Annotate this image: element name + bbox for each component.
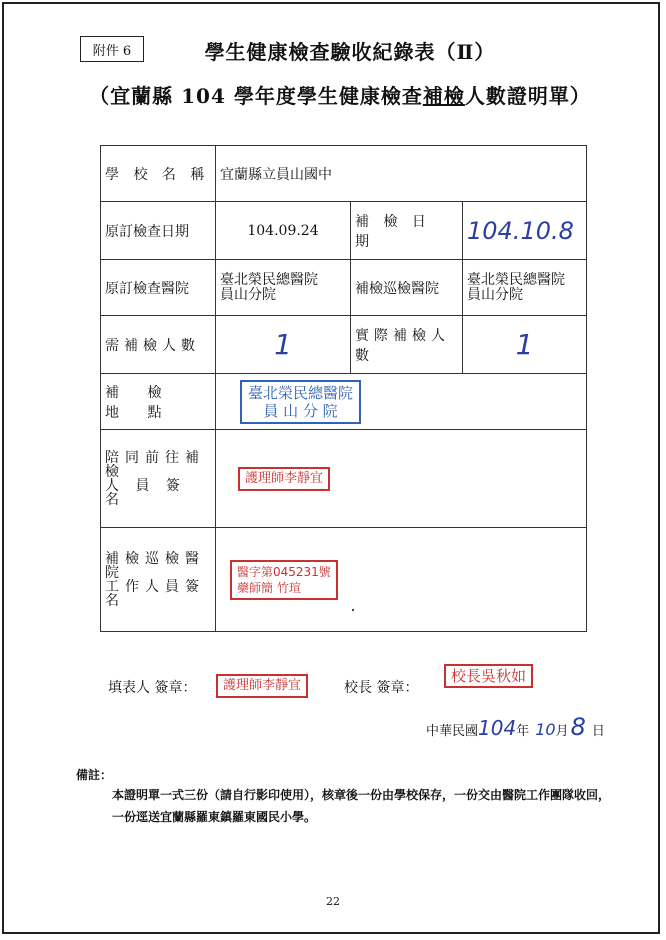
actual-count-label: 實際補檢人數 bbox=[351, 316, 463, 374]
principal-signature-stamp: 校長吳秋如 bbox=[444, 664, 533, 688]
filler-sign-label: 填表人 簽章： bbox=[108, 680, 197, 696]
row-school-name bbox=[101, 146, 587, 202]
row-hospitals bbox=[101, 260, 587, 316]
hospital-staff-label bbox=[101, 528, 216, 632]
hospital-staff-cell bbox=[216, 528, 587, 632]
row-hospital-staff bbox=[101, 528, 587, 632]
page-subtitle bbox=[60, 80, 620, 109]
date-prefix: 中華民國 bbox=[426, 724, 479, 739]
need-count-label: 需補檢人數 bbox=[101, 316, 216, 374]
pharmacist-stamp bbox=[230, 560, 338, 600]
escort-label-line2: 人 員 簽 名 bbox=[105, 477, 186, 508]
hospital-stamp-line1: 臺北榮民總醫院 bbox=[248, 383, 354, 402]
scan-speck bbox=[352, 609, 354, 611]
orig-hospital-value bbox=[216, 260, 351, 316]
certification-form bbox=[100, 145, 587, 632]
orig-hospital-line2: 員山分院 bbox=[220, 286, 276, 303]
orig-hospital-label: 原訂檢查醫院 bbox=[101, 260, 216, 316]
row-location bbox=[101, 374, 587, 430]
makeup-hospital-line2: 員山分院 bbox=[467, 286, 523, 303]
makeup-date-handwriting: 104.10.8 bbox=[467, 216, 574, 245]
filler-sign-stamp-wrap bbox=[216, 674, 308, 698]
hospital-staff-label-line1: 補檢巡檢醫院 bbox=[105, 550, 205, 581]
row-escort bbox=[101, 430, 587, 528]
subtitle-part1: （宜蘭縣 104 學年度學生健康檢查 bbox=[89, 84, 423, 108]
page-title: 學生健康檢查驗收紀錄表（Ⅱ） bbox=[204, 40, 496, 64]
school-name-label: 學 校 名 稱 bbox=[101, 146, 216, 202]
annex-label: 附件 6 bbox=[80, 36, 144, 62]
subtitle-underlined: 補檢 bbox=[422, 84, 465, 108]
row-counts bbox=[101, 316, 587, 374]
hospital-stamp-line2: 員 山 分 院 bbox=[263, 401, 338, 420]
hospital-staff-label-line2: 工作人員簽名 bbox=[105, 578, 205, 609]
date-month-handwriting: 10 bbox=[535, 720, 556, 739]
principal-sign-stamp-wrap bbox=[444, 664, 533, 688]
location-cell bbox=[216, 374, 587, 430]
date-line bbox=[426, 713, 605, 741]
subtitle-part2: 人數證明單） bbox=[464, 84, 591, 108]
school-name-value: 宜蘭縣立員山國中 bbox=[216, 146, 587, 202]
orig-hospital-line1: 臺北榮民總醫院 bbox=[220, 271, 318, 288]
escort-signature-stamp: 護理師李靜宜 bbox=[238, 467, 330, 491]
hospital-stamp bbox=[240, 380, 361, 424]
date-year-handwriting: 104 bbox=[478, 716, 517, 740]
date-month-unit: 月 bbox=[555, 724, 569, 739]
date-year-unit: 年 bbox=[516, 724, 530, 739]
makeup-date-cell bbox=[463, 202, 587, 260]
need-count-cell bbox=[216, 316, 351, 374]
row-dates bbox=[101, 202, 587, 260]
filler-signature-stamp: 護理師李靜宜 bbox=[216, 674, 308, 698]
notes-body: 本證明單一式三份（請自行影印使用），核章後一份由學校保存，一份交由醫院工作團隊收回，一份逕送宜蘭縣羅東鎮羅東國民小學。 bbox=[112, 788, 611, 824]
escort-cell bbox=[216, 430, 587, 528]
orig-date-value: 104.09.24 bbox=[216, 202, 351, 260]
escort-label-line1: 陪同前往補檢 bbox=[105, 449, 205, 480]
pharmacist-stamp-line2: 藥師簡 竹瑄 bbox=[237, 580, 301, 595]
orig-date-label: 原訂檢查日期 bbox=[101, 202, 216, 260]
page-number: 22 bbox=[326, 895, 340, 908]
date-day-handwriting: 8 bbox=[570, 713, 586, 741]
location-label: 補 檢 地 點 bbox=[101, 374, 216, 430]
makeup-date-label: 補 檢 日 期 bbox=[351, 202, 463, 260]
principal-sign-label: 校長 簽章： bbox=[344, 680, 419, 696]
escort-label bbox=[101, 430, 216, 528]
pharmacist-stamp-line1: 醫字第045231號 bbox=[237, 564, 331, 579]
need-count-handwriting: 1 bbox=[274, 328, 292, 361]
notes-title: 備註： bbox=[76, 768, 113, 782]
makeup-hospital-label: 補檢巡檢醫院 bbox=[351, 260, 463, 316]
actual-count-handwriting: 1 bbox=[515, 328, 534, 361]
date-day-unit: 日 bbox=[591, 724, 605, 739]
makeup-hospital-value bbox=[463, 260, 587, 316]
makeup-hospital-line1: 臺北榮民總醫院 bbox=[467, 271, 565, 288]
actual-count-cell bbox=[463, 316, 587, 374]
